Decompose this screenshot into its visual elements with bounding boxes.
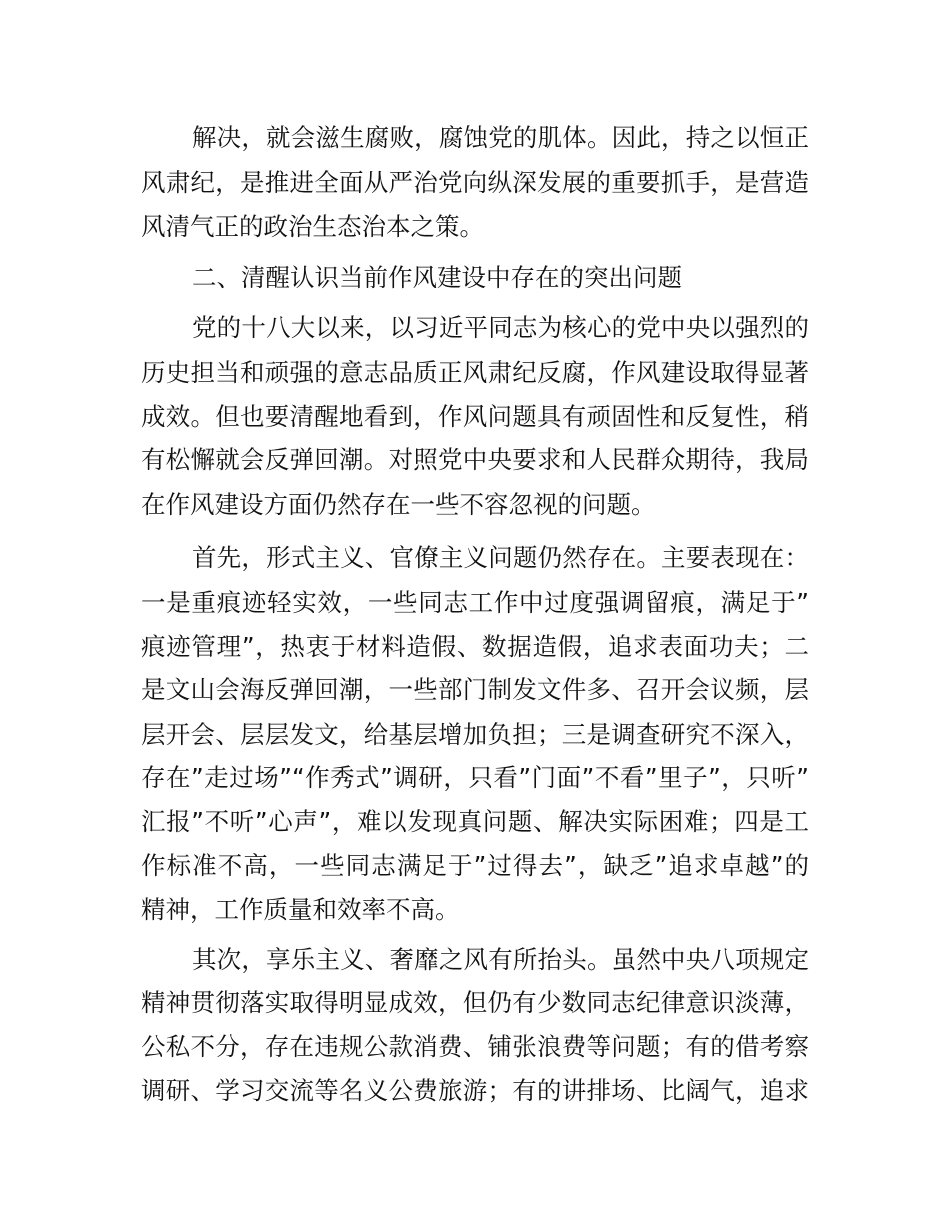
paragraph-4-line-3: 公私不分，存在违规公款消费、铺张浪费等问题；有的借考察: [141, 1032, 809, 1061]
paragraph-3-line-6: 存在”走过场”“作秀式”调研，只看”门面”不看”里子”，只听”: [141, 763, 809, 792]
paragraph-1-line-2: 风肃纪，是推进全面从严治党向纵深发展的重要抓手，是营造: [141, 168, 809, 197]
paragraph-4-line-1: 其次，享乐主义、奢靡之风有所抬头。虽然中央八项规定: [192, 945, 809, 974]
paragraph-2-line-5: 在作风建设方面仍然存在一些不容忽视的问题。: [141, 490, 656, 519]
paragraph-3-line-9: 精神，工作质量和效率不高。: [141, 895, 460, 924]
paragraph-4-line-4: 调研、学习交流等名义公费旅游；有的讲排场、比阔气，追求: [141, 1076, 809, 1105]
paragraph-3-line-2: 一是重痕迹轻实效，一些同志工作中过度强调留痕，满足于”: [141, 588, 809, 617]
paragraph-3-line-8: 作标准不高，一些同志满足于”过得去”，缺乏”追求卓越”的: [141, 851, 809, 880]
paragraph-2-line-1: 党的十八大以来，以习近平同志为核心的党中央以强烈的: [192, 313, 809, 342]
paragraph-2-line-4: 有松懈就会反弹回潮。对照党中央要求和人民群众期待，我局: [141, 445, 809, 474]
paragraph-1-line-1: 解决，就会滋生腐败，腐蚀党的肌体。因此，持之以恒正: [192, 123, 809, 152]
paragraph-2-line-3: 成效。但也要清醒地看到，作风问题具有顽固性和反复性，稍: [141, 402, 809, 431]
paragraph-3-line-7: 汇报”不听”心声”，难以发现真问题、解决实际困难；四是工: [141, 807, 809, 836]
paragraph-3-line-1: 首先，形式主义、官僚主义问题仍然存在。主要表现在：: [192, 543, 809, 572]
paragraph-1-line-3: 风清气正的政治生态治本之策。: [141, 212, 484, 241]
paragraph-3-line-5: 层开会、层层发文，给基层增加负担；三是调查研究不深入，: [141, 720, 809, 749]
paragraph-3-line-3: 痕迹管理”，热衷于材料造假、数据造假，追求表面功夫；二: [141, 632, 809, 661]
paragraph-2-line-2: 历史担当和顽强的意志品质正风肃纪反腐，作风建设取得显著: [141, 358, 809, 387]
paragraph-4-line-2: 精神贯彻落实取得明显成效，但仍有少数同志纪律意识淡薄，: [141, 988, 809, 1017]
section-heading: 二、清醒认识当前作风建设中存在的突出问题: [192, 263, 682, 292]
paragraph-3-line-4: 是文山会海反弹回潮，一些部门制发文件多、召开会议频，层: [141, 675, 809, 704]
